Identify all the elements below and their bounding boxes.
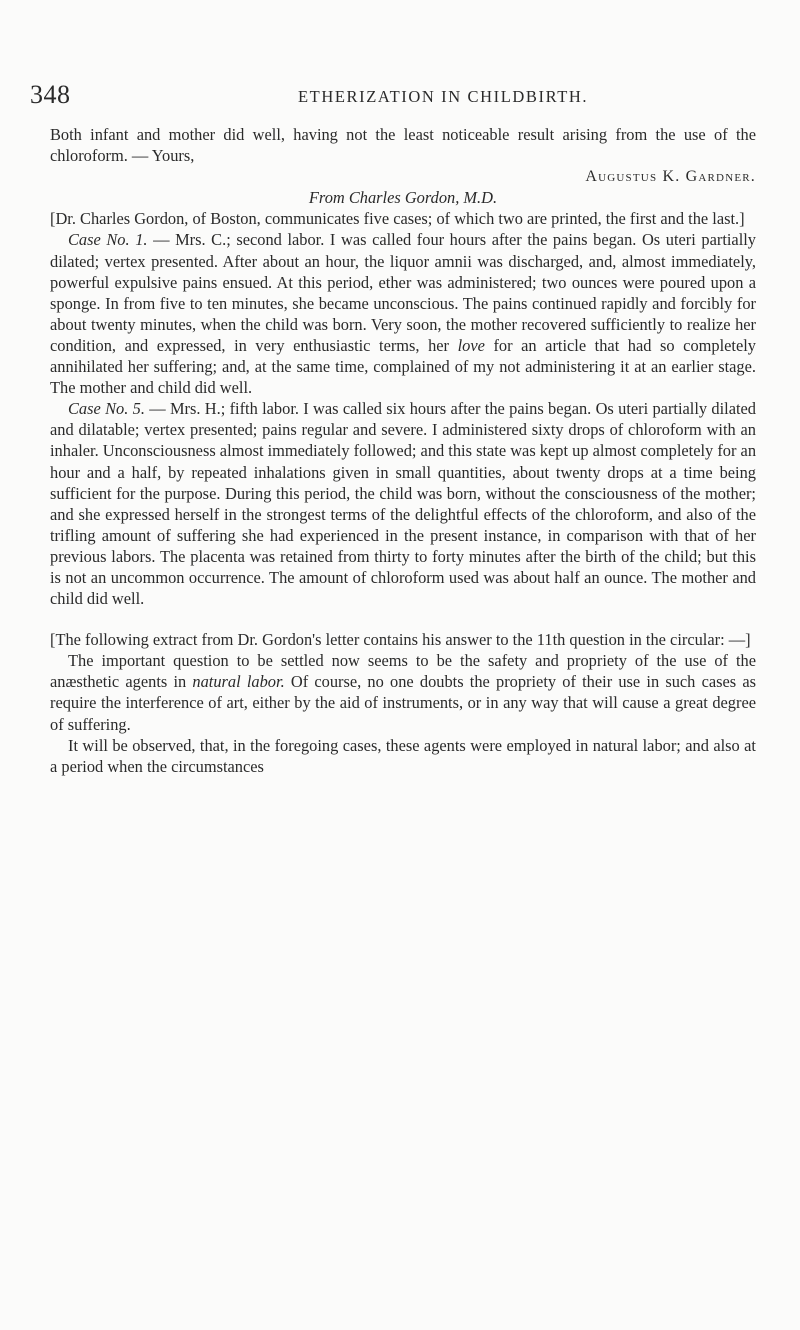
case-5-text: — Mrs. H.; fifth labor. I was called six hours after the pains began. Os uteri partially dilated and dilatable; vertex presented; pains regular and severe. I administered sixty drops of chloroform with an inhaler. Unconsciousness almost immediately followed; and this state was kept up almost completely for an hour and a half, by repeated inhalations given in small quantities, about twenty drops at a time being sufficient for the purpose. During this period, the child was born, without the consciousness of the mother; and she expressed herself in the strongest terms of the delightful effects of the chloroform, and also of the trifling amount of suffering she had experienced in the present instance, in comparison with that of her previous labors. The placenta was retained from thirty to forty minutes after the birth of the child; but this is not an uncommon occurrence. The amount of chloroform used was about half an ounce. The mother and child did well. <box>50 399 757 609</box>
running-header <box>30 80 770 110</box>
case-5-label: Case No. 5. <box>68 399 145 419</box>
paragraph-spacer <box>50 609 756 629</box>
running-title: ETHERIZATION IN CHILDBIRTH. <box>298 87 589 106</box>
extract-paragraph-1-emphasis: natural labor. <box>192 672 285 692</box>
closing-text: Both infant and mother did well, having not the least noticeable result arising from the use of the chloroform. — Yours, <box>50 125 756 166</box>
case-1-paragraph <box>50 229 756 398</box>
case-1-text-end: for an article that had so completely annihilated her suffering; and, at the same time, complained of my not administering it at an earlier stage. The mother and child did well. <box>50 335 756 398</box>
extract-paragraph-1 <box>50 650 756 734</box>
extract-paragraph-1-end: Of course, no one doubts the propriety of their use in such cases as require the interference of art, either by the aid of instruments, or in any way that will cause a great degree of suffering. <box>50 672 756 734</box>
case-5-paragraph <box>50 398 756 609</box>
extract-note: [The following extract from Dr. Gordon's letter contains his answer to the 11th question in the circular: —] <box>50 630 751 650</box>
case-1-label: Case No. 1. <box>68 230 148 250</box>
section-heading: From Charles Gordon, M.D. <box>308 188 498 208</box>
closing-paragraph <box>50 124 756 166</box>
extract-paragraph-2: It will be observed, that, in the foregoing cases, these agents were employed in natural labor; and also at a period when the circumstances <box>50 735 756 776</box>
case-1-text-start: — Mrs. C.; second labor. I was called four hours after the pains began. Os uteri partially dilated; vertex presented. After about an hour, the liquor amnii was discharged, and, almost immediately, powerful expulsive pains ensued. At this period, ether was administered; two ounces were poured upon a sponge. In from five to ten minutes, she became unconscious. The pains continued rapidly and forcibly for about twenty minutes, when the child was born. Very soon, the mother recovered sufficiently to realize her condition, and expressed, in very enthusiastic terms, her <box>50 230 757 355</box>
page-number: 348 <box>30 80 71 109</box>
extract-paragraph-1-start: The important question to be settled now seems to be the safety and propriety of the use of the anæsthetic agents in <box>50 651 756 692</box>
signature: Augustus K. Gardner. <box>585 168 756 186</box>
intro-paragraph: [Dr. Charles Gordon, of Boston, communicates five cases; of which two are printed, the first and the last.] <box>50 209 745 229</box>
case-1-emphasis: love <box>457 335 485 355</box>
body-text <box>50 124 756 777</box>
